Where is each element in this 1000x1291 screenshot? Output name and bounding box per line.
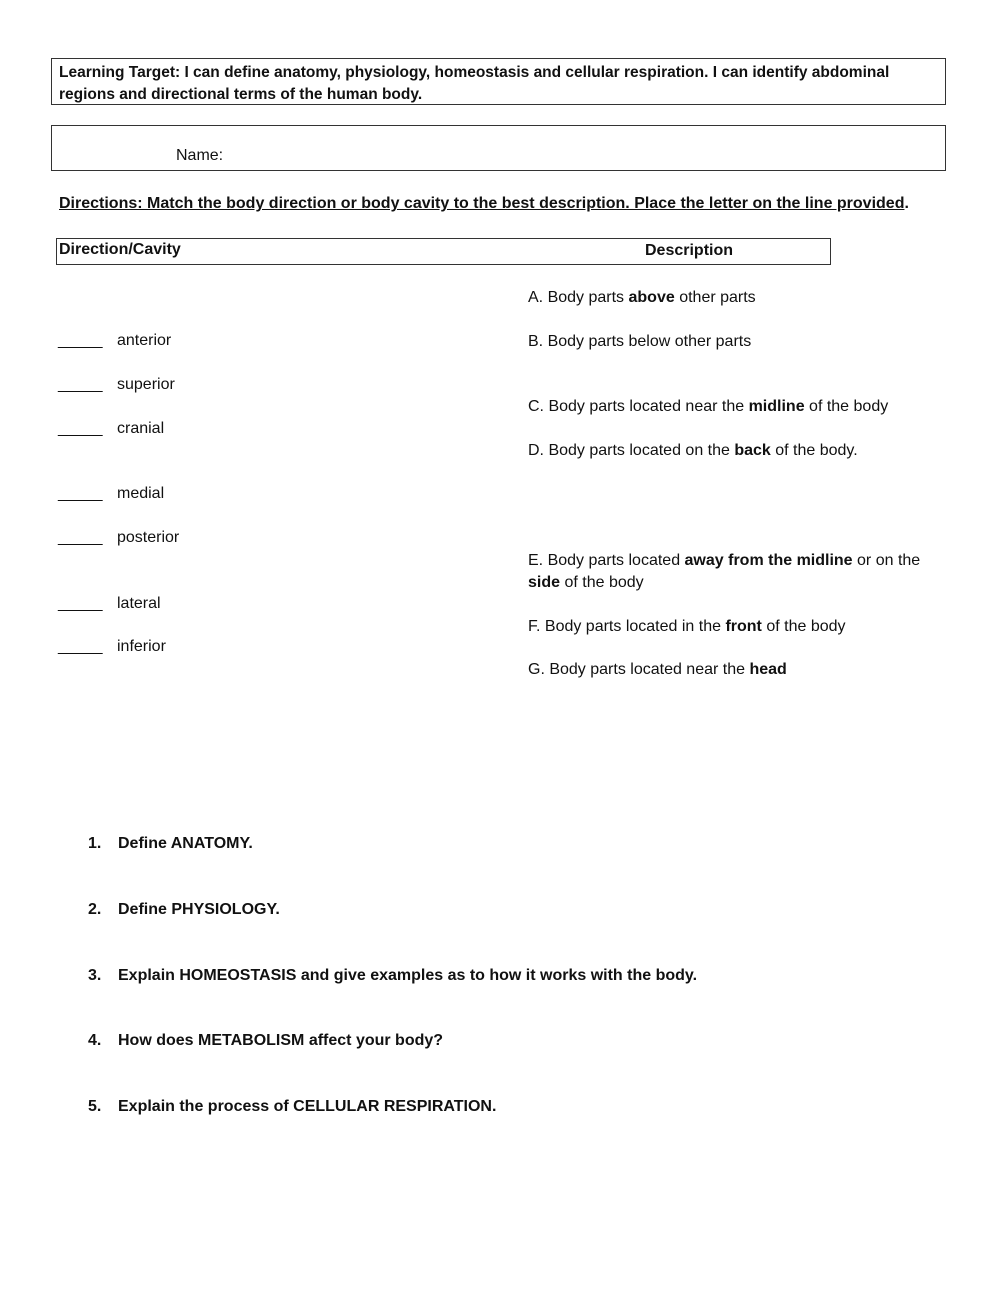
desc-text: or on the [852, 552, 921, 569]
answer-blank[interactable]: _____ [58, 638, 103, 655]
desc-text: other parts [674, 289, 756, 306]
desc-text: A. Body parts [528, 289, 629, 306]
question-5 [88, 1098, 496, 1116]
header-direction-cavity: Direction/Cavity [59, 241, 181, 258]
table-header [56, 238, 831, 265]
question-text: Explain the process of CELLULAR RESPIRATION. [118, 1098, 497, 1115]
desc-text: D. Body parts located on the [528, 442, 735, 459]
desc-bold: away from the midline [684, 552, 853, 569]
desc-bold: back [734, 442, 771, 459]
name-label: Name: [176, 147, 224, 164]
question-number: 1. [88, 835, 102, 852]
term-word: medial [117, 485, 165, 502]
learning-target-line2: regions and directional terms of the human body. [59, 86, 423, 103]
term-word: superior [117, 376, 175, 393]
learning-target-box [51, 58, 946, 105]
term-word: posterior [117, 529, 180, 546]
directions [59, 195, 909, 213]
question-number: 2. [88, 901, 102, 918]
desc-text: B. Body parts below other parts [528, 333, 752, 350]
term-row [58, 595, 161, 613]
term-row [58, 420, 165, 438]
term-word: lateral [117, 595, 161, 612]
question-3 [88, 967, 697, 985]
question-number: 3. [88, 967, 102, 984]
answer-blank[interactable]: _____ [58, 595, 103, 612]
desc-text: of the body [804, 398, 889, 415]
term-row [58, 529, 180, 547]
term-row [58, 332, 172, 350]
term-row [58, 485, 165, 503]
question-text: Define ANATOMY. [118, 835, 253, 852]
term-row [58, 376, 175, 394]
term-word: anterior [117, 332, 172, 349]
question-number: 5. [88, 1098, 102, 1115]
question-text: Explain HOMEOSTASIS and give examples as to how it works with the body. [118, 967, 698, 984]
term-row [58, 638, 166, 656]
learning-target-line1: Learning Target: I can define anatomy, physiology, homeostasis and cellular respiration. I can identify abdominal [59, 64, 890, 81]
desc-text: F. Body parts located in the [528, 618, 726, 635]
desc-bold: midline [748, 398, 805, 415]
header-description: Description [645, 242, 734, 259]
desc-text: of the body. [770, 442, 858, 459]
description-e [528, 550, 938, 594]
question-4 [88, 1032, 443, 1050]
answer-blank[interactable]: _____ [58, 485, 103, 502]
term-word: inferior [117, 638, 166, 655]
description-f [528, 616, 846, 638]
description-g [528, 659, 787, 681]
desc-text: G. Body parts located near the [528, 661, 750, 678]
directions-period: . [904, 195, 909, 212]
question-2 [88, 901, 280, 919]
description-a [528, 287, 756, 309]
desc-bold: above [628, 289, 675, 306]
question-text: Define PHYSIOLOGY. [118, 901, 280, 918]
answer-blank[interactable]: _____ [58, 332, 103, 349]
description-b [528, 331, 751, 353]
answer-blank[interactable]: _____ [58, 529, 103, 546]
question-1 [88, 835, 253, 853]
question-text: How does METABOLISM affect your body? [118, 1032, 444, 1049]
answer-blank[interactable]: _____ [58, 420, 103, 437]
desc-bold: head [749, 661, 787, 678]
question-number: 4. [88, 1032, 102, 1049]
directions-text: Directions: Match the body direction or body cavity to the best description. Place the letter on the line provided [59, 195, 905, 212]
desc-bold: side [528, 574, 561, 591]
desc-text: of the body [761, 618, 846, 635]
desc-text: C. Body parts located near the [528, 398, 749, 415]
desc-text: of the body [560, 574, 644, 591]
answer-blank[interactable]: _____ [58, 376, 103, 393]
description-c [528, 396, 888, 418]
term-word: cranial [117, 420, 165, 437]
desc-text: E. Body parts located [528, 552, 685, 569]
description-d [528, 440, 858, 462]
desc-bold: front [725, 618, 762, 635]
